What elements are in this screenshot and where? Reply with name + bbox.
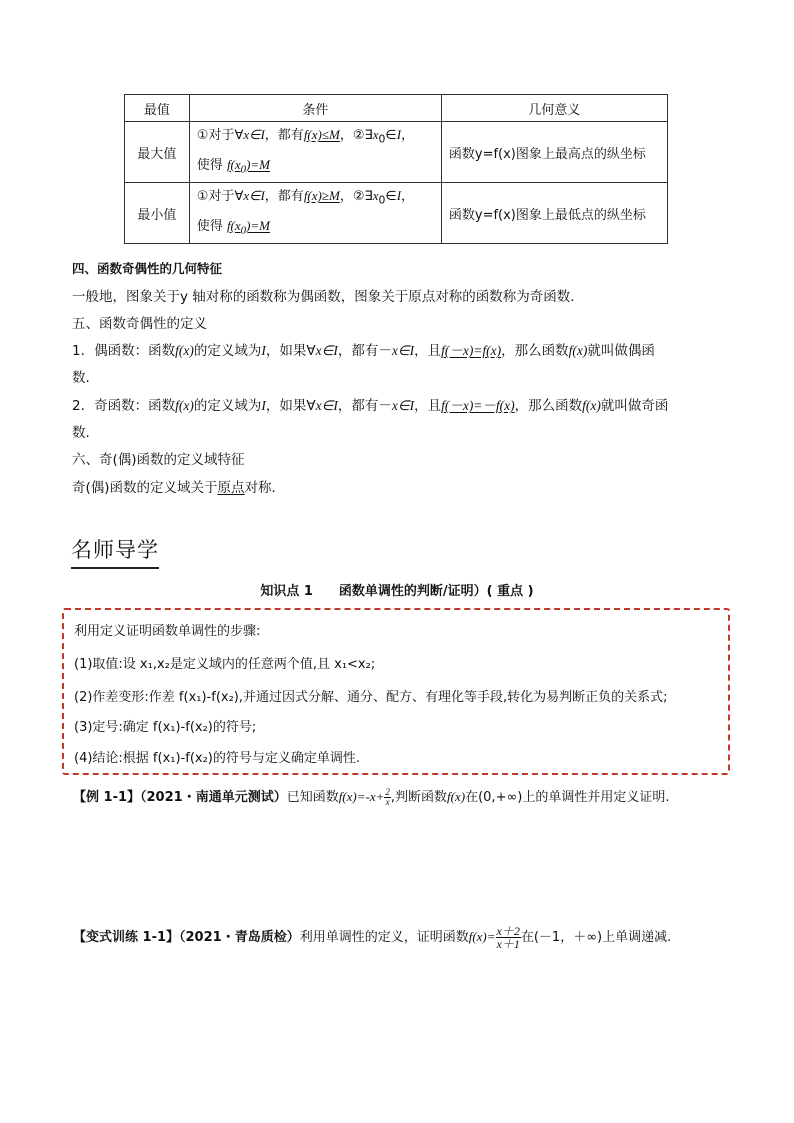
cond-sub: 0 [378, 132, 386, 146]
odd-function-definition-cont: 数． [72, 425, 99, 441]
def-math-underlined: f(－x)=f(x) [441, 343, 502, 358]
row-name: 最小值 [125, 183, 190, 244]
row-geometric-meaning: 函数y=f(x)图象上最高点的纵坐标 [441, 122, 667, 183]
cond-text: ∈ [385, 128, 397, 143]
paragraph-parity-geometry: 一般地，图象关于y 轴对称的函数称为偶函数，图象关于原点对称的函数称为奇函数． [72, 289, 584, 305]
def-text: 的定义域为 [193, 398, 262, 414]
example-math: f(x) [447, 789, 466, 804]
even-function-definition-cont: 数． [72, 370, 99, 386]
cond-text: ①对于∀ [196, 128, 244, 143]
row-condition [189, 183, 441, 244]
step-2: (2)作差变形:作差 f(x₁)-f(x₂),并通过因式分解、通分、配方、有理化等手段,转化为易判断正负的关系式; [74, 690, 668, 705]
table-header-row [125, 95, 668, 122]
cond-math-underlined: f(x)≥M [303, 188, 340, 204]
fraction-numerator: x＋2 [496, 924, 520, 938]
step-4: (4)结论:根据 f(x₁)-f(x₂)的符号与定义确定单调性. [74, 751, 361, 766]
cond-math: x∈I [243, 188, 265, 204]
knowledge-point-title: 知识点 1 函数单调性的判断/证明）( 重点 ) [260, 584, 534, 599]
cond-text: ①对于∀ [196, 189, 244, 205]
example-text: 在(0,+∞)上的单调性并用定义证明. [465, 790, 670, 805]
def-math: I [261, 398, 266, 413]
cond-math: x [372, 127, 379, 142]
table-row-min [125, 183, 668, 244]
def-math: I [261, 343, 266, 358]
heading-domain-feature: 六、奇(偶)函数的定义域特征 [72, 452, 245, 468]
def-text: ，那么函数 [501, 343, 569, 359]
example-1-1 [73, 786, 670, 807]
def-math: x∈I [315, 398, 338, 413]
example-math: f(x)=-x+ [338, 789, 385, 804]
step-3: (3)定号:确定 f(x₁)-f(x₂)的符号; [74, 720, 257, 735]
paragraph-domain-feature [72, 476, 285, 496]
cond-sub: 0 [240, 163, 247, 176]
def-math: x∈I [391, 398, 415, 413]
def-text: 对称． [244, 480, 286, 496]
steps-intro: 利用定义证明函数单调性的步骤: [74, 624, 261, 639]
def-text: 奇(偶)函数的定义域关于 [72, 480, 218, 496]
variant-text: 利用单调性的定义，证明函数 [299, 930, 469, 945]
def-math: f(x) [568, 343, 588, 358]
def-text: ，如果∀ [265, 343, 316, 359]
cond-math: I [396, 188, 402, 204]
cond-sub: 0 [378, 193, 386, 207]
def-text: ，如果∀ [265, 398, 316, 414]
table-row-max [125, 122, 668, 183]
def-math: f(x) [175, 398, 194, 413]
def-text: ，且 [414, 343, 442, 359]
example-text: ,判断函数 [390, 790, 448, 805]
variant-source: （2021・青岛质检） [179, 930, 300, 945]
step-1: (1)取值:设 x₁,x₂是定义域内的任意两个值,且 x₁<x₂; [74, 657, 376, 672]
def-math: f(x) [175, 343, 194, 358]
row-condition [189, 122, 441, 183]
cond-text: ，都有 [264, 128, 304, 143]
def-text: 2．奇函数：函数 [72, 398, 176, 414]
cond-text: ，②∃ [339, 128, 373, 143]
steps-box [62, 608, 730, 775]
cond-text: ， [401, 189, 415, 205]
def-text: ，都有－ [337, 343, 392, 359]
variant-math: f(x)= [468, 929, 496, 944]
def-math: x∈I [391, 343, 415, 358]
heading-parity-geometry: 四、函数奇偶性的几何特征 [72, 261, 223, 276]
cond-math: f(x [226, 217, 241, 233]
cond-text: ，都有 [264, 189, 304, 205]
cond-text: ∈ [385, 189, 397, 205]
fraction-denominator: x [385, 797, 390, 807]
heading-parity-definition: 五、函数奇偶性的定义 [72, 316, 207, 332]
def-math: x∈I [315, 343, 338, 358]
row-geometric-meaning: 函数y=f(x)图象上最低点的纵坐标 [441, 183, 667, 244]
fraction-numerator: 2 [385, 787, 390, 797]
cond-math: )=M [246, 156, 271, 172]
def-text: 的定义域为 [193, 343, 262, 359]
cond-math: I [396, 127, 402, 142]
section-title: 名师导学 [71, 534, 159, 569]
def-math-underlined: f(－x)=－f(x) [441, 398, 515, 413]
variant-fraction [496, 925, 521, 950]
cond-text: 使得 [196, 218, 227, 234]
cond-text: ， [401, 128, 415, 143]
even-function-definition [72, 339, 655, 359]
def-text: 就叫做偶函 [587, 343, 655, 359]
cond-math: f(x [226, 156, 241, 172]
def-text: ，那么函数 [514, 398, 583, 414]
row-name: 最大值 [125, 122, 190, 183]
variant-tag: 【变式训练 1-1】 [73, 930, 180, 945]
example-source: （2021・南通单元测试） [140, 790, 287, 805]
header-extremum: 最值 [125, 95, 190, 122]
variant-training-1-1 [73, 925, 671, 950]
odd-function-definition [72, 394, 668, 414]
extremum-table [124, 94, 668, 244]
def-text: ，且 [414, 398, 442, 414]
def-math: f(x) [582, 398, 601, 413]
cond-sub: 0 [240, 224, 247, 237]
def-text: 1．偶函数：函数 [72, 343, 176, 359]
def-text: 就叫做奇函 [600, 398, 669, 414]
cond-math-underlined: f(x)≤M [303, 127, 340, 142]
cond-math: )=M [246, 217, 271, 233]
variant-text: 在(－1，＋∞)上单调递减. [520, 930, 672, 945]
header-geometric-meaning: 几何意义 [441, 95, 667, 122]
cond-text: ，②∃ [339, 189, 373, 205]
cond-text: 使得 [196, 157, 227, 173]
example-tag: 【例 1-1】 [73, 790, 141, 805]
cond-math: x∈I [243, 127, 265, 142]
def-text: ，都有－ [337, 398, 392, 414]
def-text-underlined: 原点 [217, 480, 245, 496]
fraction-denominator: x＋1 [496, 937, 520, 951]
header-condition: 条件 [189, 95, 441, 122]
cond-math: x [372, 188, 379, 204]
example-text: 已知函数 [286, 790, 339, 805]
